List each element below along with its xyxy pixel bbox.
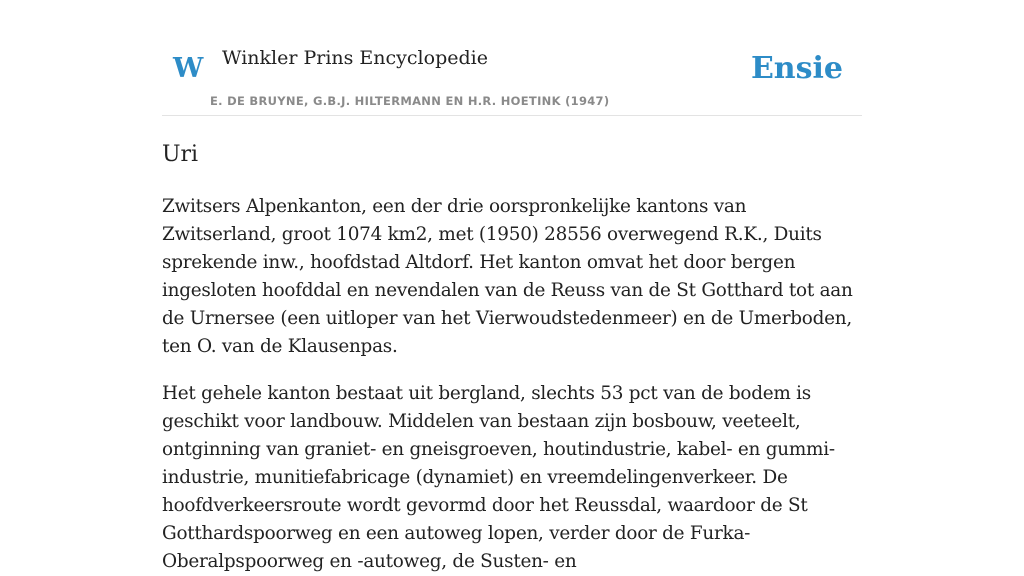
article xyxy=(162,138,862,576)
encyclopedia-name[interactable]: Winkler Prins Encyclopedie xyxy=(222,47,488,69)
article-paragraph-2: Het gehele kanton bestaat uit bergland, slechts 53 pct van de bodem is geschikt voor landbouw. Middelen van bestaan zijn bosbouw, veeteelt, ontginning van graniet- en gneisgroeven, houtindustrie, kabel- en gummi-industrie, munitiefabricage (dynamiet) en vreemdelingenverkeer. De hoofdverkeersroute wordt gevormd door het Reussdal, waardoor de St Gotthardspoorweg en een autoweg lopen, verder door de Furka-Oberalpspoorweg en -autoweg, de Susten- en xyxy=(162,383,835,572)
encyclopedia-logo[interactable]: W xyxy=(173,53,204,84)
article-paragraph-1: Zwitsers Alpenkanton, een der drie oorspronkelijke kantons van Zwitserland, groot 1074 km2, met (1950) 28556 overwegend R.K., Duits sprekende inw., hoofdstad Altdorf. Het kanton omvat het door bergen ingesloten hoofddal en nevendalen van de Reuss van de St Gotthard tot aan de Urnersee (een uitloper van het Vierwoudstedenmeer) en de Umerboden, ten O. van de Klausenpas. xyxy=(162,196,853,357)
header xyxy=(162,40,862,116)
entry-title: Uri xyxy=(162,142,199,167)
brand-logo-link[interactable]: Ensie xyxy=(750,51,843,86)
authors-line: E. DE BRUYNE, G.B.J. HILTERMANN EN H.R. HOETINK (1947) xyxy=(210,94,610,108)
